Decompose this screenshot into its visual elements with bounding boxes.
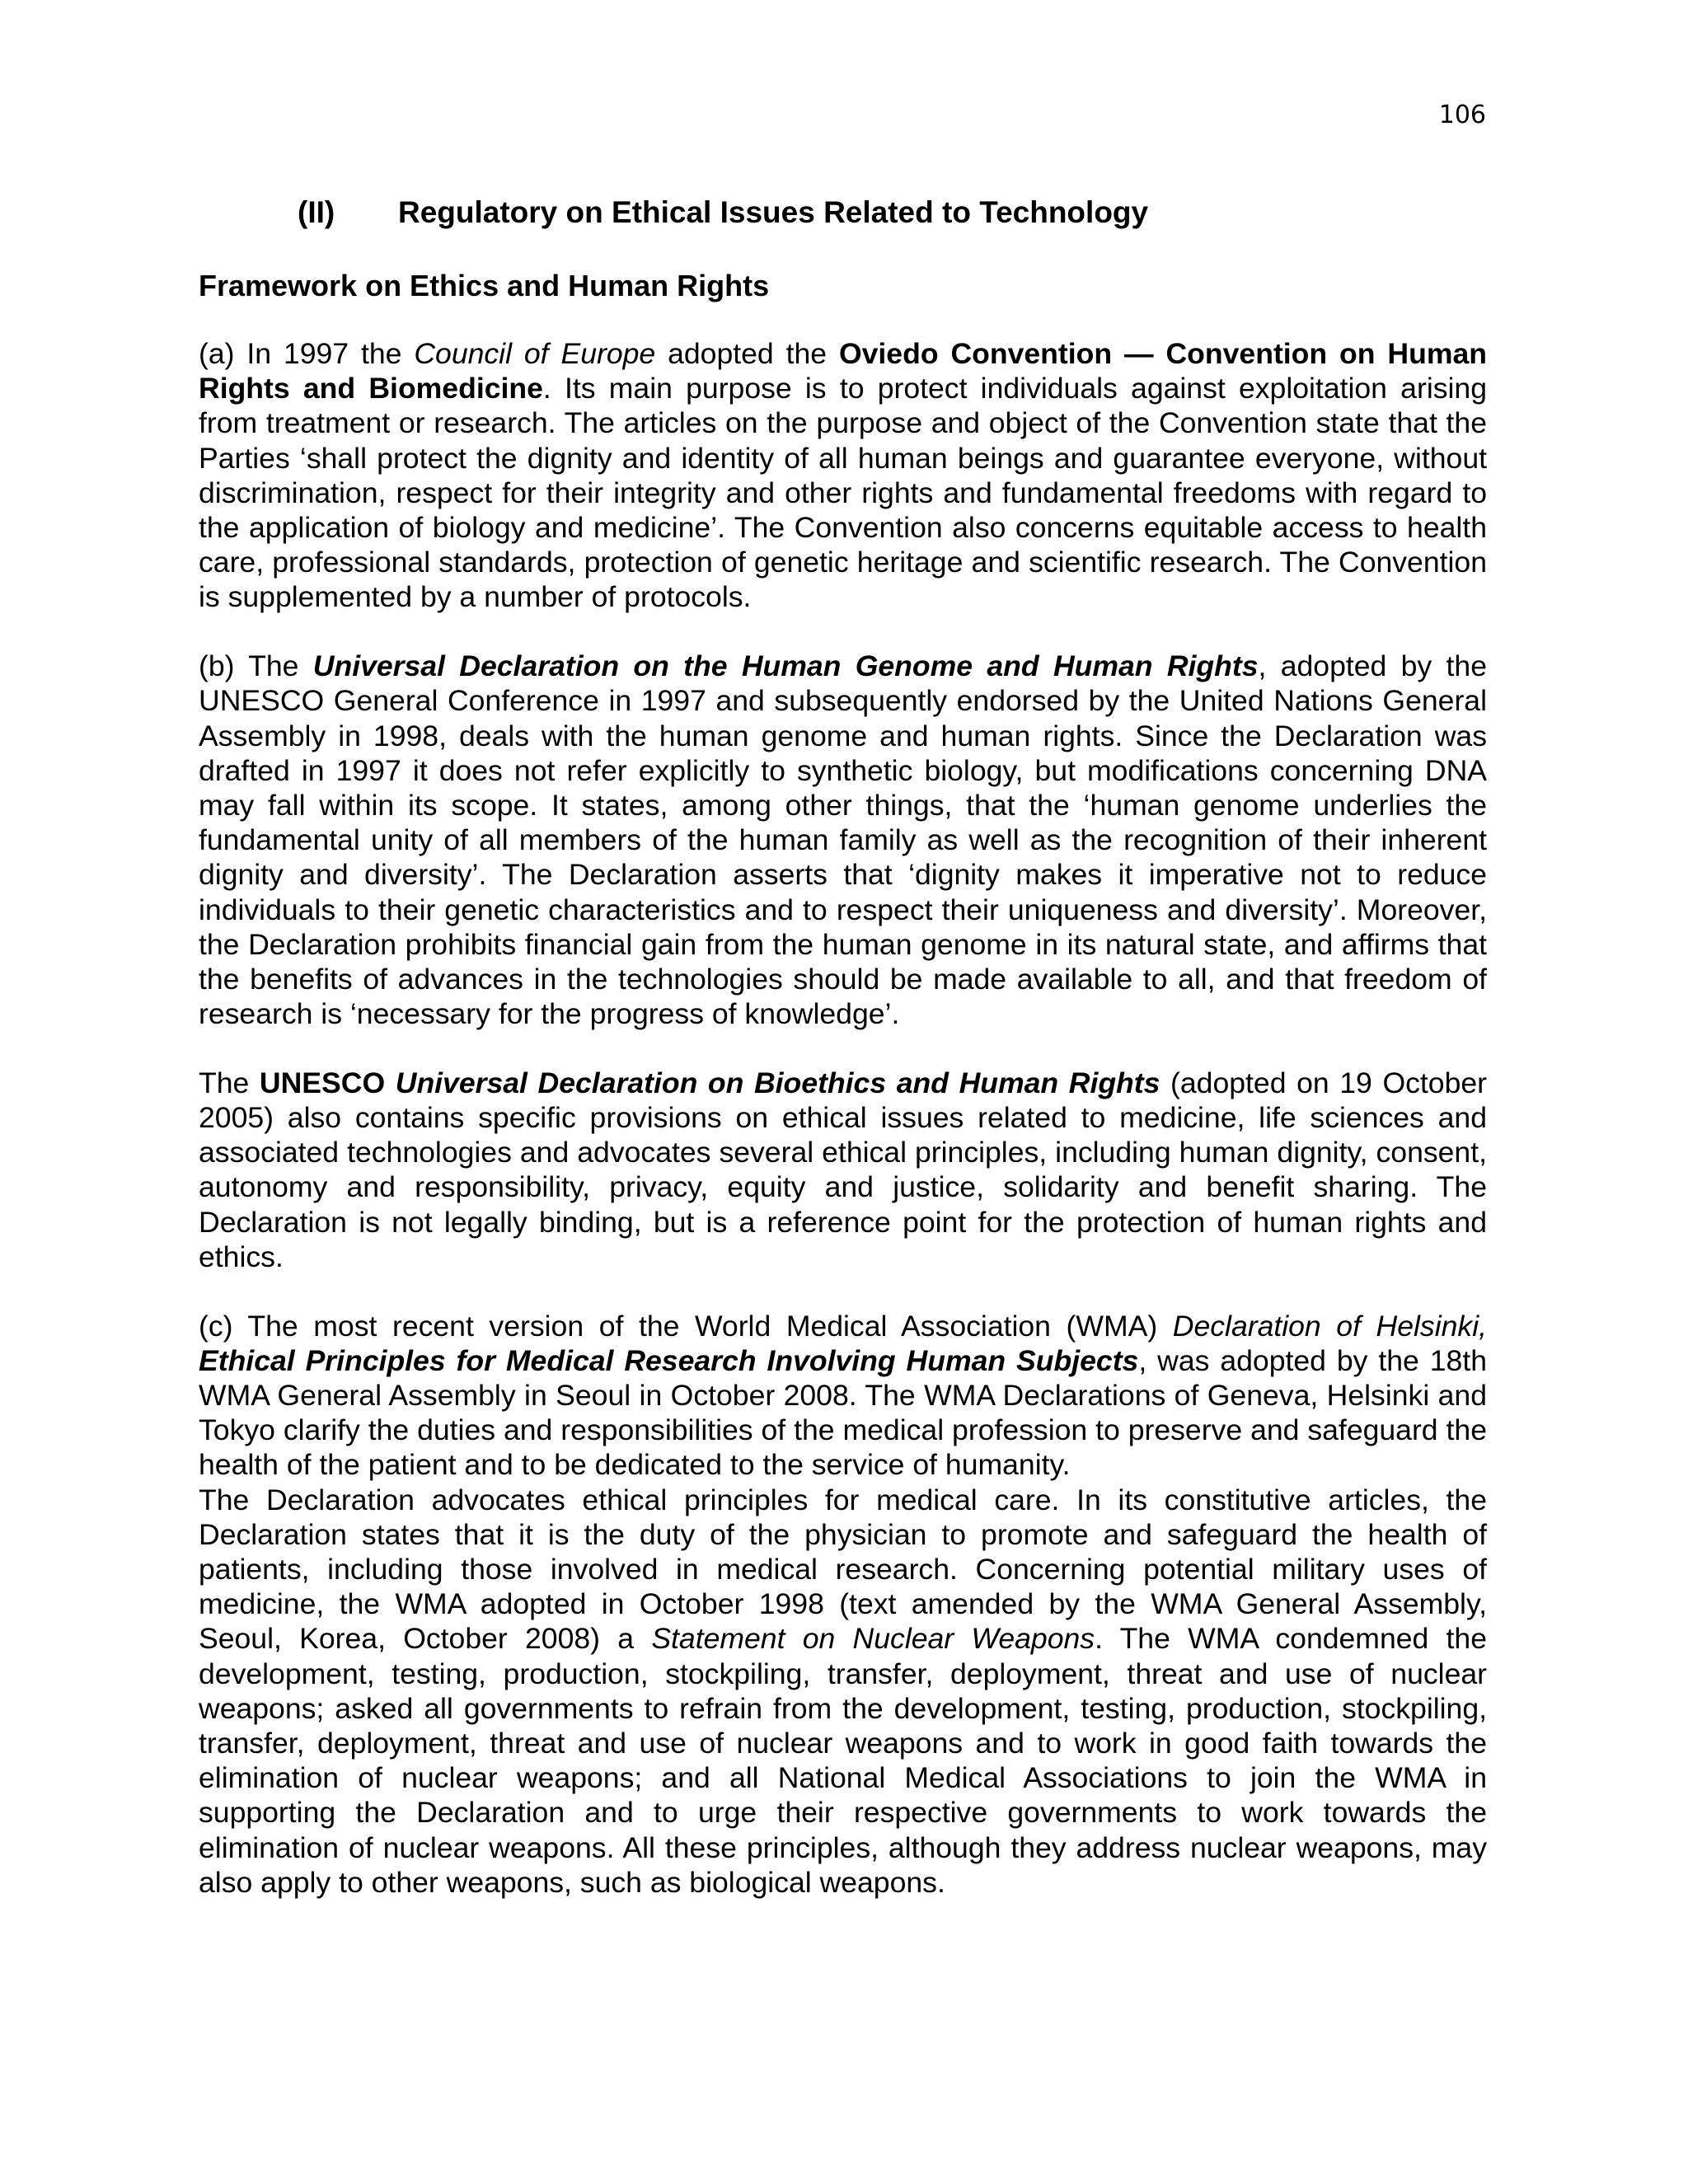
- bold-text: Oviedo Convention — Convention on Human Rights and Biomedicine: [199, 337, 1487, 405]
- bold-italic-text: Universal Declaration on Bioethics and Human Rights: [395, 1066, 1160, 1099]
- bold-text: UNESCO: [259, 1066, 386, 1099]
- paragraph-bioethics-declaration: [199, 1066, 1487, 1274]
- page-number: 106: [1438, 101, 1486, 129]
- paragraph-oviedo-convention: [199, 336, 1487, 615]
- text-span: (a) In 1997 the: [199, 337, 415, 370]
- text-span: The Declaration advocates ethical principles for medical care. In its constitutive articles, the Declaration states that it is the duty of the physician to promote and safeguard the health of patients, including those involved in medical research. Concerning potential military uses of medicine, the WMA adopted in October 1998 (text amended by the WMA General Assembly, Seoul, Korea, October 2008) a: [199, 1483, 1487, 1656]
- paragraph-human-genome-declaration: [199, 649, 1487, 1031]
- framework-heading: Framework on Ethics and Human Rights: [199, 269, 770, 302]
- bold-italic-text: Ethical Principles for Medical Research Involving Human Subjects: [199, 1343, 1139, 1377]
- text-span: The: [199, 1066, 260, 1099]
- italic-text: Declaration of Helsinki,: [1172, 1309, 1487, 1343]
- italic-text: Council of Europe: [414, 337, 656, 370]
- text-span: [385, 1066, 396, 1099]
- paragraph-nuclear-weapons-statement: [199, 1483, 1487, 1900]
- paragraph-helsinki-declaration: [199, 1309, 1487, 1483]
- text-span: . Its main purpose is to protect individuals against exploitation arising from treatment or research. The articles on the purpose and object of the Convention state that the Parties ‘shall protect the dignity and identity of all human beings and guarantee everyone, without discrimination, respect for their integrity and other rights and fundamental freedoms with regard to the application of biology and medicine’. The Convention also concerns equitable access to health care, professional standards, protection of genetic heritage and scientific research. The Convention is supplemented by a number of protocols.: [199, 372, 1487, 614]
- bold-italic-text: Universal Declaration on the Human Genome and Human Rights: [312, 649, 1259, 683]
- italic-text: Statement on Nuclear Weapons: [651, 1622, 1095, 1656]
- section-heading: [298, 194, 1487, 231]
- document-body: [199, 194, 1487, 1934]
- text-span: , was adopted by the 18th WMA General Assembly in Seoul in October 2008. The WMA Declarations of Geneva, Helsinki and Tokyo clarify the duties and responsibilities of the medical profession to preserve and safeguard the health of the patient and to be dedicated to the service of humanity.: [199, 1343, 1488, 1482]
- text-span: . The WMA condemned the development, testing, production, stockpiling, transfer, deployment, threat and use of nuclear weapons; asked all governments to refrain from the development, testing, production, stockpiling, transfer, deployment, threat and use of nuclear weapons and to work in good faith towards the elimination of nuclear weapons; and all National Medical Associations to join the WMA in supporting the Declaration and to urge their respective governments to work towards the elimination of nuclear weapons. All these principles, although they address nuclear weapons, may also apply to other weapons, such as biological weapons.: [199, 1622, 1488, 1899]
- text-span: (b) The: [199, 649, 313, 683]
- text-span: , adopted by the UNESCO General Conference in 1997 and subsequently endorsed by the United Nations General Assembly in 1998, deals with the human genome and human rights. Since the Declaration was drafted in 1997 it does not refer explicitly to synthetic biology, but modifications concerning DNA may fall within its scope. It states, among other things, that the ‘human genome underlies the fundamental unity of all members of the human family as well as the recognition of their inherent dignity and diversity’. The Declaration asserts that ‘dignity makes it imperative not to reduce individuals to their genetic characteristics and to respect their uniqueness and diversity’. Moreover, the Declaration prohibits financial gain from the human genome in its natural state, and affirms that the benefits of advances in the technologies should be made available to all, and that freedom of research is ‘necessary for the progress of knowledge’.: [199, 649, 1487, 1031]
- section-number: (II): [298, 195, 335, 229]
- text-span: (c) The most recent version of the World Medical Association (WMA): [199, 1309, 1173, 1343]
- section-title: Regulatory on Ethical Issues Related to Technology: [398, 195, 1149, 229]
- text-span: adopted the: [655, 337, 839, 370]
- text-span: (adopted on 19 October 2005) also contains specific provisions on ethical issues related to medicine, life sciences and associated technologies and advocates several ethical principles, including human dignity, consent, autonomy and responsibility, privacy, equity and justice, solidarity and benefit sharing. The Declaration is not legally binding, but is a reference point for the protection of human rights and ethics.: [199, 1066, 1487, 1273]
